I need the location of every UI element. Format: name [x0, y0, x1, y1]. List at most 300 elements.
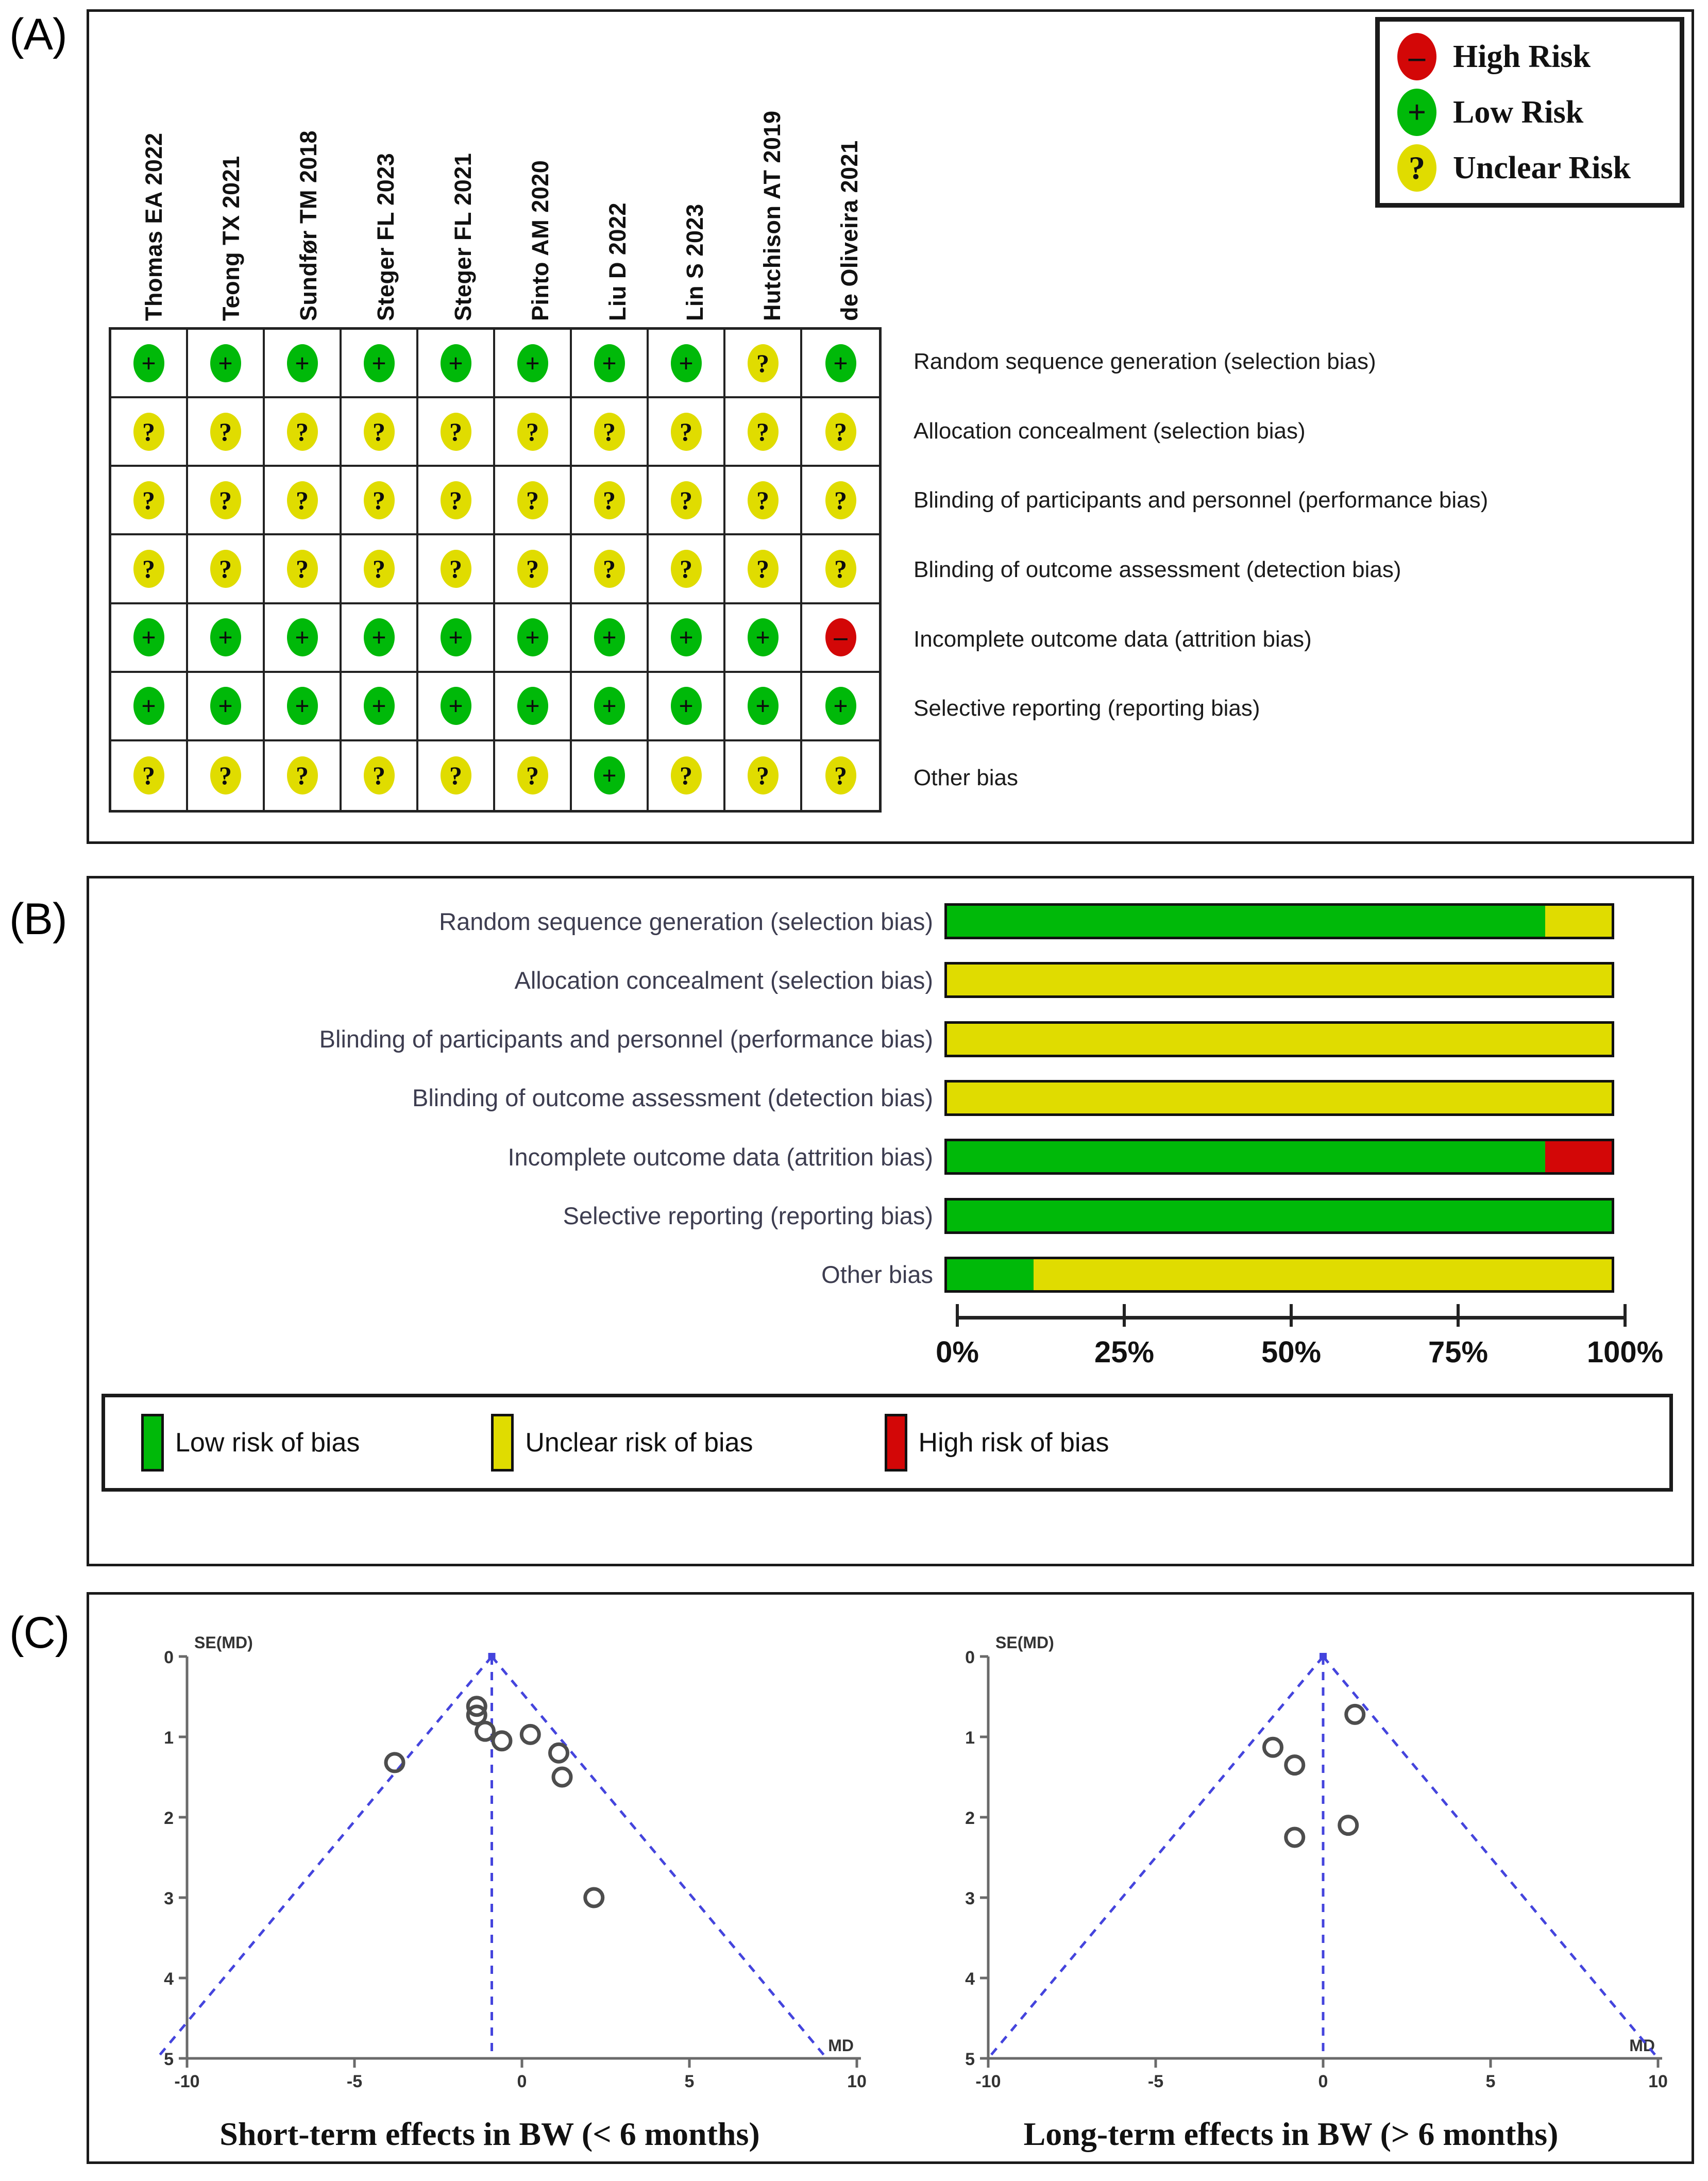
risk-glyph: +	[295, 348, 310, 378]
risk-glyph: ?	[142, 485, 155, 515]
rob-cell	[111, 535, 188, 604]
rob-cell	[188, 741, 265, 810]
risk-glyph: +	[525, 691, 540, 721]
y-axis-tick-label-1: 1	[164, 1728, 174, 1748]
risk-glyph: ?	[526, 417, 539, 446]
stacked-bar	[944, 903, 1614, 939]
stacked-bar	[944, 962, 1614, 998]
funnel-plot-short-term	[89, 1595, 890, 2161]
rob-cell	[495, 604, 572, 673]
rob-cell	[418, 398, 495, 467]
rob-domain-label-4: Incomplete outcome data (attrition bias)	[914, 626, 1312, 652]
risk-of-bias-matrix	[109, 327, 882, 813]
rob-cell	[188, 330, 265, 398]
panel-c-label: (C)	[9, 1608, 70, 1658]
unclear-risk-dot-icon	[364, 481, 395, 519]
unclear-risk-dot-icon	[671, 550, 702, 588]
low-risk-dot-icon	[1397, 89, 1436, 136]
risk-glyph: +	[833, 348, 848, 378]
funnel-data-point-1	[1264, 1738, 1282, 1756]
low-risk-dot-icon	[825, 344, 856, 382]
rob-cell	[342, 535, 418, 604]
rob-cell	[725, 330, 802, 398]
study-header-3: Steger FL 2023	[373, 153, 399, 321]
low-risk-dot-icon	[594, 618, 625, 656]
axis-tick-label-2: 50%	[1261, 1335, 1322, 1369]
risk-glyph: ?	[373, 417, 385, 446]
x-axis-tick-label-3: 5	[1485, 2072, 1496, 2091]
rob-cell	[572, 398, 649, 467]
risk-glyph: +	[833, 691, 848, 721]
low-risk-dot-icon	[210, 344, 241, 382]
risk-glyph: –	[834, 622, 848, 652]
risk-bar-label-0: Random sequence generation (selection bias)	[439, 907, 933, 935]
risk-glyph: ?	[296, 485, 309, 515]
risk-legend-label: Unclear Risk	[1453, 150, 1631, 185]
risk-glyph: +	[218, 348, 233, 378]
risk-glyph: ?	[526, 554, 539, 583]
stacked-bar	[944, 1257, 1614, 1293]
risk-bar-legend	[102, 1394, 1673, 1492]
risk-glyph: ?	[373, 485, 385, 515]
unclear-risk-dot-icon	[287, 550, 318, 588]
rob-cell	[495, 535, 572, 604]
risk-glyph: +	[141, 348, 156, 378]
unclear-risk-dot-icon	[825, 550, 856, 588]
unclear-risk-dot-icon	[441, 481, 471, 519]
axis-tick	[1123, 1304, 1126, 1327]
risk-glyph: ?	[449, 554, 462, 583]
panel-c-funnel-plots	[87, 1592, 1694, 2164]
funnel-data-point-2	[1286, 1756, 1304, 1774]
risk-glyph: ?	[142, 417, 155, 446]
unclear-risk-dot-icon	[517, 756, 548, 794]
funnel-caption-short-term: Short-term effects in BW (< 6 months)	[219, 2116, 760, 2152]
rob-cell	[265, 467, 342, 535]
high-risk-dot-icon	[825, 618, 856, 656]
risk-glyph: ?	[142, 761, 155, 790]
y-axis-tick-label-0: 0	[164, 1648, 174, 1667]
legend-label: High risk of bias	[918, 1428, 1109, 1458]
axis-tick-label-1: 25%	[1094, 1335, 1155, 1369]
study-header-5: Pinto AM 2020	[527, 160, 553, 321]
risk-glyph: –	[1409, 38, 1425, 75]
rob-cell	[495, 673, 572, 741]
axis-tick-label-0: 0%	[936, 1335, 979, 1369]
unclear-risk-dot-icon	[517, 550, 548, 588]
risk-glyph: ?	[219, 761, 232, 790]
unclear-risk-dot-icon	[517, 481, 548, 519]
low-risk-dot-icon	[825, 687, 856, 725]
rob-cell	[725, 604, 802, 673]
rob-cell	[111, 604, 188, 673]
rob-cell	[418, 741, 495, 810]
unclear-risk-dot-icon	[825, 413, 856, 451]
rob-cell	[802, 330, 879, 398]
y-axis-title: SE(MD)	[995, 1633, 1054, 1652]
risk-glyph: +	[371, 348, 386, 378]
funnel-data-point-3	[493, 1732, 511, 1750]
risk-glyph: ?	[219, 485, 232, 515]
low-risk-dot-icon	[594, 756, 625, 794]
risk-glyph: +	[602, 348, 617, 378]
stacked-bar	[944, 1198, 1614, 1234]
funnel-data-point-6	[553, 1768, 571, 1786]
x-axis-tick-label-4: 10	[847, 2072, 867, 2091]
risk-glyph: +	[602, 761, 617, 790]
bar-segment	[947, 965, 1612, 995]
risk-glyph: +	[602, 623, 617, 652]
risk-glyph: ?	[756, 348, 769, 378]
risk-bar-row	[89, 1127, 1692, 1186]
risk-glyph: ?	[756, 554, 769, 583]
unclear-risk-dot-icon	[210, 756, 241, 794]
legend-color-swatch	[491, 1414, 514, 1472]
risk-glyph: +	[525, 623, 540, 652]
risk-glyph: ?	[296, 761, 309, 790]
risk-bar-label-6: Other bias	[821, 1261, 933, 1289]
rob-cell	[649, 673, 725, 741]
stacked-bar	[944, 1080, 1614, 1116]
risk-glyph: +	[371, 623, 386, 652]
risk-glyph: ?	[373, 761, 385, 790]
bar-segment	[947, 1141, 1545, 1172]
risk-glyph: ?	[834, 554, 847, 583]
unclear-risk-dot-icon	[671, 413, 702, 451]
risk-glyph: ?	[834, 417, 847, 446]
rob-cell	[725, 673, 802, 741]
risk-glyph: ?	[449, 485, 462, 515]
bar-legend-item-1	[491, 1414, 753, 1472]
percent-axis-tick-labels	[936, 1335, 1664, 1371]
funnel-data-point-4	[521, 1726, 539, 1743]
x-axis-tick-label-2: 0	[517, 2072, 527, 2091]
rob-cell	[572, 741, 649, 810]
risk-bar-rows	[89, 892, 1692, 1304]
unclear-risk-dot-icon	[517, 413, 548, 451]
rob-cell	[418, 673, 495, 741]
unclear-risk-dot-icon	[210, 481, 241, 519]
unclear-risk-dot-icon	[441, 756, 471, 794]
legend-color-swatch	[141, 1414, 164, 1472]
rob-cell	[802, 604, 879, 673]
axis-tick-label-3: 75%	[1428, 1335, 1489, 1369]
unclear-risk-dot-icon	[287, 413, 318, 451]
rob-cell	[418, 330, 495, 398]
percent-axis	[956, 1312, 1627, 1323]
low-risk-dot-icon	[133, 687, 164, 725]
low-risk-dot-icon	[517, 687, 548, 725]
risk-glyph: ?	[834, 761, 847, 790]
rob-domain-label-6: Other bias	[914, 765, 1018, 790]
rob-cell	[649, 467, 725, 535]
low-risk-dot-icon	[594, 344, 625, 382]
rob-cell	[495, 330, 572, 398]
study-header-2: Sundfør TM 2018	[295, 130, 322, 321]
y-axis-title: SE(MD)	[194, 1633, 253, 1652]
risk-glyph: +	[141, 623, 156, 652]
bar-legend-item-2	[885, 1414, 1109, 1472]
rob-cell	[265, 741, 342, 810]
funnel-data-point-8	[585, 1889, 603, 1906]
y-axis-tick-label-4: 4	[965, 1969, 975, 1989]
y-axis-tick-label-2: 2	[164, 1808, 174, 1828]
x-axis-tick-label-0: -10	[975, 2072, 1001, 2091]
unclear-risk-dot-icon	[364, 550, 395, 588]
unclear-risk-dot-icon	[364, 413, 395, 451]
funnel-apex-marker	[1320, 1653, 1327, 1660]
funnel-data-point-7	[386, 1754, 403, 1771]
low-risk-dot-icon	[748, 687, 779, 725]
panel-b-risk-of-bias-graph	[87, 876, 1694, 1566]
unclear-risk-dot-icon	[133, 413, 164, 451]
bar-segment	[1545, 906, 1612, 937]
unclear-risk-dot-icon	[210, 550, 241, 588]
rob-cell	[342, 398, 418, 467]
y-axis-tick-label-1: 1	[965, 1728, 975, 1748]
risk-bar-row	[89, 1069, 1692, 1127]
low-risk-dot-icon	[517, 618, 548, 656]
rob-cell	[572, 604, 649, 673]
funnel-right-bound	[492, 1656, 827, 2058]
low-risk-dot-icon	[287, 618, 318, 656]
risk-glyph: +	[679, 691, 694, 721]
risk-bar-row	[89, 951, 1692, 1009]
risk-glyph: ?	[756, 485, 769, 515]
risk-bar-row	[89, 1010, 1692, 1069]
legend-label: Unclear risk of bias	[525, 1428, 753, 1458]
study-header-0: Thomas EA 2022	[141, 132, 167, 321]
risk-bar-row	[89, 1245, 1692, 1304]
risk-glyph: +	[679, 348, 694, 378]
rob-cell	[572, 673, 649, 741]
funnel-data-point-3	[1286, 1829, 1304, 1846]
y-axis-tick-label-5: 5	[164, 2050, 174, 2069]
axis-tick-label-4: 100%	[1586, 1335, 1664, 1369]
rob-cell	[495, 741, 572, 810]
low-risk-dot-icon	[133, 344, 164, 382]
low-risk-dot-icon	[364, 344, 395, 382]
funnel-data-point-5	[550, 1744, 568, 1762]
rob-cell	[188, 673, 265, 741]
risk-glyph: +	[679, 623, 694, 652]
bar-segment	[947, 1083, 1612, 1113]
unclear-risk-dot-icon	[748, 413, 779, 451]
unclear-risk-dot-icon	[671, 756, 702, 794]
bar-segment	[947, 1201, 1612, 1231]
rob-cell	[572, 330, 649, 398]
bar-segment	[947, 906, 1545, 937]
y-axis-tick-label-4: 4	[164, 1969, 174, 1989]
rob-cell	[188, 604, 265, 673]
legend-color-swatch	[885, 1414, 907, 1472]
risk-glyph: ?	[142, 554, 155, 583]
rob-cell	[342, 604, 418, 673]
rob-cell	[265, 673, 342, 741]
funnel-plot-long-term	[890, 1595, 1692, 2161]
axis-tick	[956, 1304, 959, 1327]
low-risk-dot-icon	[441, 344, 471, 382]
rob-cell	[649, 535, 725, 604]
risk-legend-label: High Risk	[1453, 39, 1591, 74]
rob-cell	[802, 673, 879, 741]
risk-domain-labels	[914, 327, 1661, 813]
low-risk-dot-icon	[210, 687, 241, 725]
legend-label: Low risk of bias	[175, 1428, 360, 1458]
risk-glyph: ?	[756, 417, 769, 446]
unclear-risk-dot-icon	[594, 481, 625, 519]
study-header-4: Steger FL 2021	[450, 153, 476, 321]
unclear-risk-dot-icon	[441, 413, 471, 451]
rob-cell	[495, 398, 572, 467]
rob-cell	[802, 535, 879, 604]
rob-cell	[649, 398, 725, 467]
risk-glyph: +	[755, 623, 770, 652]
risk-glyph: +	[218, 623, 233, 652]
x-axis-tick-label-1: -5	[1147, 2072, 1164, 2091]
unclear-risk-dot-icon	[364, 756, 395, 794]
risk-bar-row	[89, 892, 1692, 951]
risk-legend-item-low	[1397, 89, 1680, 136]
rob-domain-label-1: Allocation concealment (selection bias)	[914, 418, 1306, 444]
x-axis-title: MD	[828, 2036, 854, 2055]
rob-cell	[265, 398, 342, 467]
bar-segment	[947, 1259, 1034, 1290]
bar-segment	[947, 1024, 1612, 1055]
unclear-risk-dot-icon	[825, 756, 856, 794]
x-axis-tick-label-0: -10	[174, 2072, 200, 2091]
y-axis-tick-label-5: 5	[965, 2050, 975, 2069]
low-risk-dot-icon	[517, 344, 548, 382]
rob-cell	[649, 330, 725, 398]
risk-glyph: ?	[603, 485, 616, 515]
rob-cell	[265, 604, 342, 673]
low-risk-dot-icon	[287, 687, 318, 725]
bar-segment	[1034, 1259, 1612, 1290]
funnel-left-bound	[988, 1656, 1323, 2058]
unclear-risk-dot-icon	[287, 756, 318, 794]
stacked-bar	[944, 1021, 1614, 1057]
unclear-risk-dot-icon	[594, 550, 625, 588]
low-risk-dot-icon	[594, 687, 625, 725]
y-axis-tick-label-2: 2	[965, 1808, 975, 1828]
low-risk-dot-icon	[441, 687, 471, 725]
risk-glyph: ?	[603, 554, 616, 583]
study-header-row	[112, 27, 880, 321]
unclear-risk-dot-icon	[133, 481, 164, 519]
risk-glyph: +	[448, 691, 463, 721]
risk-glyph: ?	[449, 417, 462, 446]
risk-glyph: ?	[296, 417, 309, 446]
funnel-apex-marker	[488, 1653, 496, 1660]
bar-legend-item-0	[141, 1414, 360, 1472]
rob-cell	[725, 398, 802, 467]
risk-bar-label-2: Blinding of participants and personnel (performance bias)	[319, 1025, 933, 1053]
unclear-risk-dot-icon	[825, 481, 856, 519]
risk-glyph: ?	[449, 761, 462, 790]
rob-cell	[188, 467, 265, 535]
panel-a-label: (A)	[9, 10, 67, 59]
y-axis-tick-label-0: 0	[965, 1648, 975, 1667]
risk-glyph: ?	[373, 554, 385, 583]
rob-domain-label-2: Blinding of participants and personnel (performance bias)	[914, 487, 1489, 513]
rob-cell	[418, 535, 495, 604]
rob-cell	[725, 741, 802, 810]
study-header-7: Lin S 2023	[682, 204, 708, 321]
risk-bar-label-5: Selective reporting (reporting bias)	[563, 1202, 933, 1230]
risk-glyph: +	[295, 691, 310, 721]
rob-cell	[265, 535, 342, 604]
unclear-risk-dot-icon	[1397, 144, 1436, 192]
rob-cell	[649, 604, 725, 673]
x-axis-tick-label-1: -5	[346, 2072, 363, 2091]
y-axis-tick-label-3: 3	[965, 1889, 975, 1908]
rob-cell	[188, 398, 265, 467]
risk-glyph: ?	[680, 554, 692, 583]
risk-glyph: +	[371, 691, 386, 721]
low-risk-dot-icon	[748, 618, 779, 656]
risk-bar-row	[89, 1186, 1692, 1245]
unclear-risk-dot-icon	[133, 756, 164, 794]
low-risk-dot-icon	[210, 618, 241, 656]
risk-bar-label-1: Allocation concealment (selection bias)	[514, 966, 933, 994]
low-risk-dot-icon	[364, 618, 395, 656]
stacked-bar	[944, 1139, 1614, 1175]
rob-cell	[495, 467, 572, 535]
risk-legend-box	[1375, 17, 1684, 208]
rob-cell	[188, 535, 265, 604]
low-risk-dot-icon	[287, 344, 318, 382]
rob-cell	[111, 673, 188, 741]
unclear-risk-dot-icon	[748, 481, 779, 519]
rob-cell	[111, 330, 188, 398]
risk-glyph: +	[448, 623, 463, 652]
risk-glyph: +	[1407, 94, 1427, 130]
funnel-caption-long-term: Long-term effects in BW (> 6 months)	[1023, 2116, 1559, 2152]
risk-glyph: ?	[219, 417, 232, 446]
axis-tick	[1457, 1304, 1460, 1327]
funnel-data-point-0	[1346, 1705, 1364, 1723]
study-header-8: Hutchison AT 2019	[759, 110, 785, 321]
funnel-data-point-4	[1340, 1817, 1357, 1834]
low-risk-dot-icon	[671, 618, 702, 656]
rob-cell	[418, 604, 495, 673]
panel-b-label: (B)	[9, 894, 67, 944]
rob-cell	[111, 467, 188, 535]
risk-legend-label: Low Risk	[1453, 94, 1584, 130]
rob-cell	[802, 398, 879, 467]
funnel-plot-svg	[89, 1595, 883, 2156]
rob-domain-label-5: Selective reporting (reporting bias)	[914, 696, 1260, 721]
risk-legend-item-unclear	[1397, 144, 1680, 192]
x-axis-tick-label-3: 5	[684, 2072, 695, 2091]
risk-glyph: ?	[680, 485, 692, 515]
risk-glyph: ?	[680, 761, 692, 790]
risk-glyph: ?	[1409, 149, 1425, 186]
risk-glyph: +	[755, 691, 770, 721]
unclear-risk-dot-icon	[133, 550, 164, 588]
unclear-risk-dot-icon	[748, 756, 779, 794]
rob-cell	[725, 467, 802, 535]
unclear-risk-dot-icon	[441, 550, 471, 588]
low-risk-dot-icon	[671, 687, 702, 725]
risk-glyph: +	[295, 623, 310, 652]
low-risk-dot-icon	[671, 344, 702, 382]
risk-glyph: ?	[296, 554, 309, 583]
risk-glyph: ?	[526, 761, 539, 790]
funnel-right-bound	[1323, 1656, 1658, 2058]
unclear-risk-dot-icon	[210, 413, 241, 451]
